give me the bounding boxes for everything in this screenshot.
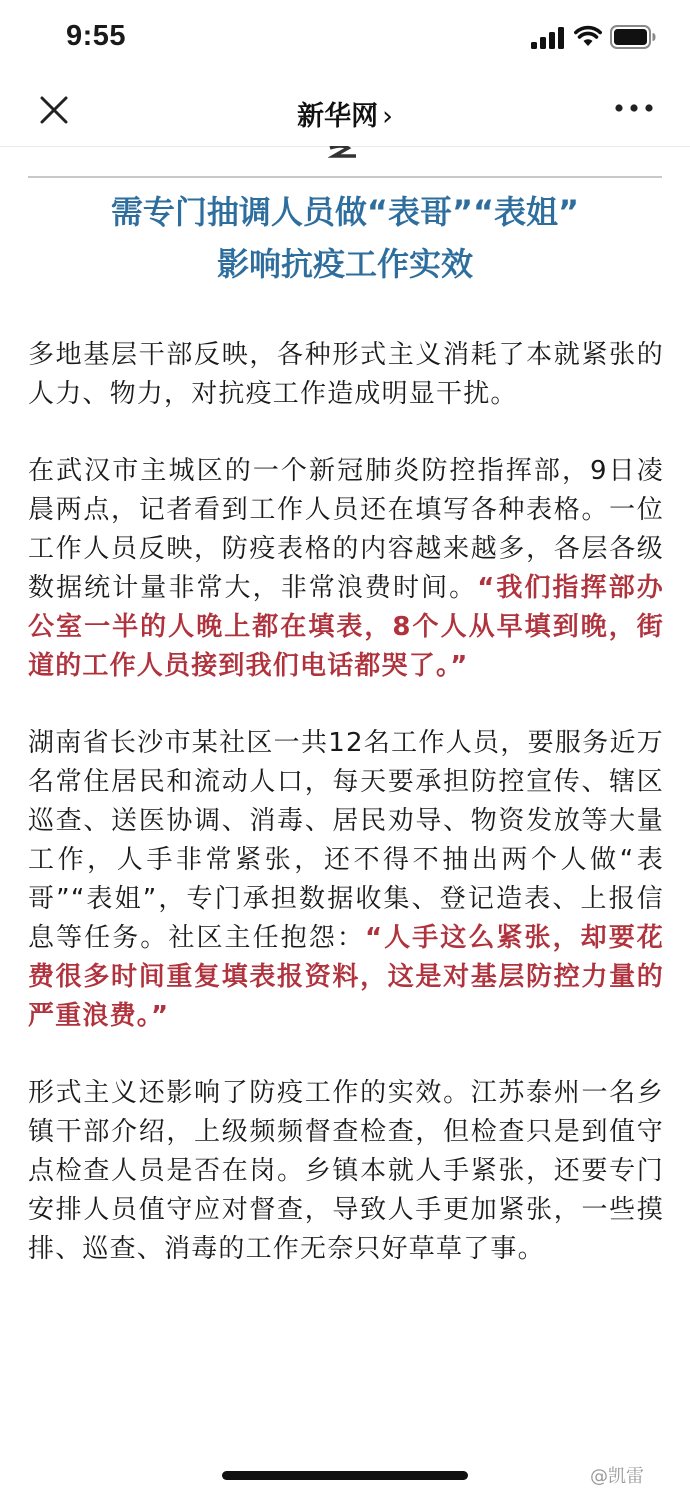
highlighted-quote: “人手这么紧张，却要花费很多时间重复填表报资料，这是对基层防控力量的严重浪费。” — [28, 923, 664, 1031]
status-time: 9:55 — [66, 20, 127, 52]
section-headline — [0, 186, 690, 290]
nav-title-text: 新华网 — [297, 101, 379, 132]
paragraph — [28, 724, 664, 1036]
paragraph-text: 湖南省长沙市某社区一共12名工作人员，要服务近万名常住居民和流动人口，每天要承担防控宣传、辖区巡查、送医协调、消毒、居民劝导、物资发放等大量工作，人手非常紧张，还不得不抽出两个人做“表哥”“表姐”，专门承担数据收集、登记造表、上报信息等任务。社区主任抱怨： — [28, 728, 664, 953]
cellular-signal-icon — [531, 27, 565, 49]
highlighted-quote: “我们指挥部办公室一半的人晚上都在填表，8个人从早填到晚，街道的工作人员接到我们电话都哭了。” — [28, 573, 664, 681]
paragraph — [28, 452, 664, 686]
chevron-right-icon: › — [382, 101, 393, 132]
paragraph — [28, 336, 664, 414]
status-bar — [0, 0, 690, 78]
section-divider — [28, 176, 662, 178]
paragraph — [28, 1074, 664, 1269]
nav-title[interactable] — [0, 94, 690, 133]
wifi-icon — [574, 24, 602, 48]
nav-bar — [0, 78, 690, 147]
more-icon[interactable] — [612, 96, 656, 120]
battery-icon — [610, 25, 656, 49]
headline-line-1: 需专门抽调人员做“表哥”“表姐” — [110, 193, 580, 231]
headline-line-2: 影响抗疫工作实效 — [216, 245, 473, 283]
article-body — [28, 336, 664, 1307]
home-indicator[interactable] — [222, 1471, 468, 1480]
paragraph-text: 多地基层干部反映，各种形式主义消耗了本就紧张的人力、物力，对抗疫工作造成明显干扰。 — [28, 340, 664, 409]
paragraph-text: 形式主义还影响了防疫工作的实效。江苏泰州一名乡镇干部介绍，上级频频督查检查，但检查只是到值守点检查人员是否在岗。乡镇本就人手紧张，还要专门安排人员值守应对督查，导致人手更加紧张，一些摸排、巡查、消毒的工作无奈只好草草了事。 — [28, 1078, 664, 1264]
paragraph-text: 在武汉市主城区的一个新冠肺炎防控指挥部，9日凌晨两点，记者看到工作人员还在填写各种表格。一位工作人员反映，防疫表格的内容越来越多，各层各级数据统计量非常大，非常浪费时间。 — [28, 456, 664, 603]
section-number-fragment — [328, 146, 358, 160]
watermark: @凯雷 — [590, 1466, 644, 1487]
